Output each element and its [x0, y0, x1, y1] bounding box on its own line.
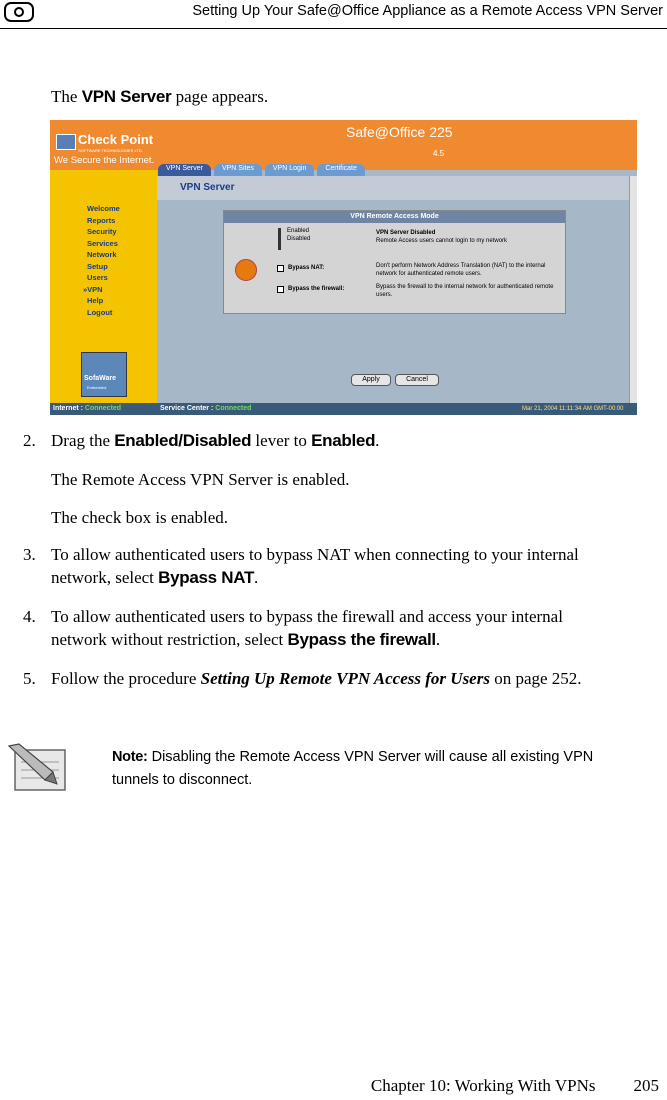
note — [112, 746, 632, 792]
step-3: To allow authenticated users to bypass NAT when connecting to your internal network, select Bypass NAT. — [51, 545, 579, 587]
note-label: Note: — [112, 749, 148, 765]
lever-enabled-label: Enabled — [287, 228, 310, 234]
product-name: Safe@Office 225 — [346, 124, 453, 140]
bypass-nat-desc: Don't perform Network Address Translation (NAT) to the internal network for authenticated remote users. — [376, 263, 546, 277]
internet-status: Connected — [84, 405, 122, 412]
sidebar-nav — [83, 203, 120, 318]
nav-security[interactable]: Security — [87, 227, 117, 236]
server-status-title: VPN Server Disabled — [376, 230, 436, 236]
step-5-number: 5. — [23, 669, 36, 688]
bypass-firewall-checkbox[interactable] — [277, 286, 284, 293]
nav-network[interactable]: Network — [87, 250, 117, 259]
chapter-icon — [4, 2, 34, 22]
sidebar — [50, 170, 157, 403]
step-5: Follow the procedure Setting Up Remote VPN Access for Users on page 252. — [51, 669, 582, 688]
nav-setup[interactable]: Setup — [87, 261, 108, 271]
content-title-bar — [157, 176, 629, 200]
footer-chapter: Chapter 10: Working With VPNs — [370, 1076, 596, 1095]
nav-vpn[interactable]: »VPN — [83, 284, 103, 294]
cancel-button[interactable]: Cancel — [395, 374, 439, 386]
lock-icon — [235, 259, 257, 281]
apply-button[interactable]: Apply — [351, 374, 391, 386]
bypass-firewall-label: Bypass the firewall: — [288, 286, 345, 292]
tab-vpn-server[interactable]: VPN Server — [158, 164, 211, 176]
intro-line: The VPN Server page appears. — [51, 87, 269, 106]
enabled-disabled-lever[interactable] — [278, 228, 281, 250]
intro-bold: VPN Server — [81, 87, 172, 106]
nav-logout[interactable]: Logout — [87, 307, 113, 317]
checkpoint-logo: Check Point SOFTWARE TECHNOLOGIES LTD. We Secure the Internet. — [54, 132, 155, 166]
step-4-number: 4. — [23, 607, 36, 626]
product-version: 4.5 — [433, 149, 445, 158]
note-body: Disabling the Remote Access VPN Server will cause all existing VPN tunnels to disconnect. — [112, 749, 594, 788]
content-title: VPN Server — [180, 182, 235, 193]
step-3-number: 3. — [23, 545, 36, 564]
step-2-result-1: The Remote Access VPN Server is enabled. — [51, 470, 350, 489]
remote-access-panel — [223, 210, 566, 314]
status-bar: Internet : Connected Service Center : Connected Mar 21, 2004 11:11:34 AM GMT-00:00 — [50, 403, 637, 415]
tab-vpn-login[interactable]: VPN Login — [265, 164, 314, 176]
status-datetime: Mar 21, 2004 11:11:34 AM GMT-00:00 — [522, 406, 624, 412]
nav-welcome[interactable]: Welcome — [87, 204, 120, 213]
running-header: Setting Up Your Safe@Office Appliance as a Remote Access VPN Server — [192, 3, 663, 19]
bypass-nat-label: Bypass NAT: — [288, 265, 325, 271]
step-2: Drag the Enabled/Disabled lever to Enabled. — [51, 431, 380, 450]
header-rule — [0, 28, 667, 29]
tab-certificate[interactable]: Certificate — [317, 164, 365, 176]
step-4: To allow authenticated users to bypass the firewall and access your internal network without restriction, select Bypass the firewall. — [51, 607, 563, 649]
bypass-nat-checkbox[interactable] — [277, 265, 284, 272]
sofaware-logo: SofaWare Embedded — [81, 352, 127, 397]
lever-disabled-label: Disabled — [287, 236, 311, 242]
step-2-number: 2. — [23, 431, 36, 450]
scrollbar[interactable] — [629, 176, 637, 403]
nav-services[interactable]: Services — [87, 238, 118, 248]
nav-users[interactable]: Users — [87, 273, 108, 282]
tab-vpn-sites[interactable]: VPN Sites — [214, 164, 262, 176]
vpn-server-screenshot — [50, 120, 637, 415]
nav-help[interactable]: Help — [87, 296, 104, 305]
vpn-tabs — [158, 164, 368, 176]
panel-title: VPN Remote Access Mode — [224, 211, 565, 223]
server-status-desc: Remote Access users cannot login to my network — [376, 238, 508, 244]
step-2-result-2: The check box is enabled. — [51, 508, 229, 527]
page-number: 205 — [633, 1076, 659, 1095]
bypass-firewall-desc: Bypass the firewall to the internal network for authenticated remote users. — [376, 284, 554, 298]
note-pencil-icon — [5, 742, 71, 794]
service-status: Connected — [215, 405, 252, 412]
nav-reports[interactable]: Reports — [87, 215, 116, 225]
page-footer — [371, 1076, 659, 1096]
